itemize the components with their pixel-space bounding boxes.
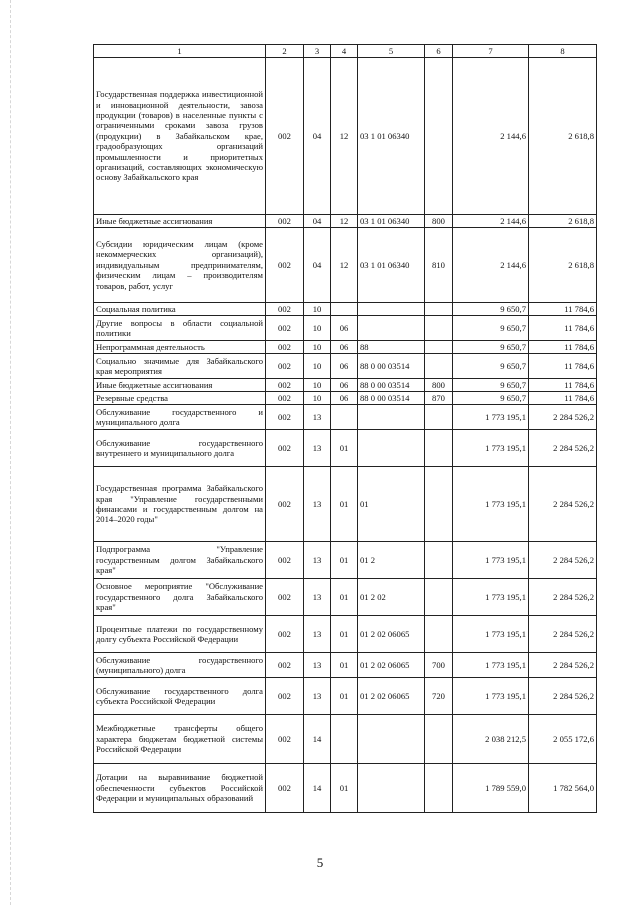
amount-col7-cell: 1 773 195,1 [453, 430, 529, 467]
expense-type-cell [425, 405, 453, 430]
row-name-cell: Социальная политика [94, 303, 266, 316]
target-article-cell: 88 0 00 03514 [358, 379, 425, 392]
expense-type-cell: 800 [425, 215, 453, 228]
amount-col8-cell: 2 618,8 [529, 228, 597, 303]
amount-col8-cell: 2 284 526,2 [529, 467, 597, 542]
target-article-cell: 88 0 00 03514 [358, 392, 425, 405]
section-code-cell: 10 [304, 316, 331, 341]
target-article-cell: 88 [358, 341, 425, 354]
row-name-cell: Социально значимые для Забайкальского края мероприятия [94, 354, 266, 379]
subsection-code-cell: 06 [331, 379, 358, 392]
expense-type-cell: 700 [425, 653, 453, 678]
section-code-cell: 14 [304, 764, 331, 813]
table-row [94, 228, 597, 303]
table-header-row [94, 45, 597, 58]
header-cell: 2 [266, 45, 304, 58]
target-article-cell [358, 316, 425, 341]
row-name-cell: Обслуживание государственного долга субъекта Российской Федерации [94, 678, 266, 715]
amount-col7-cell: 1 773 195,1 [453, 678, 529, 715]
expense-type-cell [425, 341, 453, 354]
ministry-code-cell: 002 [266, 542, 304, 579]
amount-col8-cell: 2 284 526,2 [529, 542, 597, 579]
section-code-cell: 10 [304, 379, 331, 392]
amount-col7-cell: 9 650,7 [453, 341, 529, 354]
row-name-cell: Иные бюджетные ассигнования [94, 379, 266, 392]
amount-col8-cell: 11 784,6 [529, 316, 597, 341]
table-row [94, 430, 597, 467]
amount-col7-cell: 2 038 212,5 [453, 715, 529, 764]
amount-col7-cell: 1 773 195,1 [453, 579, 529, 616]
page-number: 5 [316, 855, 324, 870]
section-code-cell: 10 [304, 354, 331, 379]
subsection-code-cell [331, 303, 358, 316]
section-code-cell: 04 [304, 58, 331, 215]
header-cell: 1 [94, 45, 266, 58]
expense-type-cell [425, 303, 453, 316]
amount-col7-cell: 9 650,7 [453, 354, 529, 379]
table-row [94, 405, 597, 430]
expense-type-cell [425, 354, 453, 379]
ministry-code-cell: 002 [266, 678, 304, 715]
ministry-code-cell: 002 [266, 616, 304, 653]
section-code-cell: 13 [304, 405, 331, 430]
ministry-code-cell: 002 [266, 392, 304, 405]
table-row [94, 764, 597, 813]
section-code-cell: 13 [304, 467, 331, 542]
ministry-code-cell: 002 [266, 379, 304, 392]
table-row [94, 678, 597, 715]
table-row [94, 58, 597, 215]
expense-type-cell [425, 715, 453, 764]
section-code-cell: 10 [304, 303, 331, 316]
table-row [94, 715, 597, 764]
header-cell: 7 [453, 45, 529, 58]
amount-col7-cell: 2 144,6 [453, 215, 529, 228]
ministry-code-cell: 002 [266, 58, 304, 215]
table-row [94, 316, 597, 341]
budget-table [93, 44, 597, 813]
expense-type-cell [425, 430, 453, 467]
row-name-cell: Субсидии юридическим лицам (кроме некоммерческих организаций), индивидуальным предпринимателям, физическим лицам – производителям товаров, работ, услуг [94, 228, 266, 303]
section-code-cell: 13 [304, 653, 331, 678]
table-row [94, 354, 597, 379]
amount-col7-cell: 1 773 195,1 [453, 405, 529, 430]
section-code-cell: 13 [304, 430, 331, 467]
subsection-code-cell: 01 [331, 764, 358, 813]
amount-col8-cell: 11 784,6 [529, 392, 597, 405]
amount-col7-cell: 1 773 195,1 [453, 467, 529, 542]
table-row [94, 303, 597, 316]
ministry-code-cell: 002 [266, 303, 304, 316]
target-article-cell: 01 2 [358, 542, 425, 579]
header-cell: 8 [529, 45, 597, 58]
subsection-code-cell: 01 [331, 616, 358, 653]
row-name-cell: Государственная поддержка инвестиционной и инновационной деятельности, завоза продукции (товаров) в населенные пункты с ограниченными сроками завоза грузов (продукции) в Забайкальском крае, градообразующих организаций промышленности и приоритетных организаций, составляющих экономическую основу Забайкальского края [94, 58, 266, 215]
table-row [94, 579, 597, 616]
subsection-code-cell: 06 [331, 354, 358, 379]
amount-col7-cell: 9 650,7 [453, 303, 529, 316]
table-row [94, 341, 597, 354]
subsection-code-cell: 06 [331, 341, 358, 354]
ministry-code-cell: 002 [266, 405, 304, 430]
row-name-cell: Обслуживание государственного (муниципального) долга [94, 653, 266, 678]
ministry-code-cell: 002 [266, 341, 304, 354]
section-code-cell: 04 [304, 215, 331, 228]
amount-col8-cell: 2 284 526,2 [529, 678, 597, 715]
target-article-cell [358, 405, 425, 430]
target-article-cell: 01 2 02 [358, 579, 425, 616]
subsection-code-cell: 01 [331, 678, 358, 715]
amount-col7-cell: 1 773 195,1 [453, 653, 529, 678]
ministry-code-cell: 002 [266, 653, 304, 678]
amount-col7-cell: 9 650,7 [453, 379, 529, 392]
section-code-cell: 10 [304, 392, 331, 405]
expense-type-cell [425, 764, 453, 813]
table-row [94, 542, 597, 579]
amount-col7-cell: 9 650,7 [453, 392, 529, 405]
target-article-cell [358, 430, 425, 467]
row-name-cell: Подпрограмма "Управление государственным долгом Забайкальского края" [94, 542, 266, 579]
amount-col8-cell: 2 284 526,2 [529, 653, 597, 678]
header-cell: 3 [304, 45, 331, 58]
target-article-cell [358, 764, 425, 813]
target-article-cell: 03 1 01 06340 [358, 215, 425, 228]
table-row [94, 379, 597, 392]
amount-col7-cell: 2 144,6 [453, 58, 529, 215]
expense-type-cell [425, 316, 453, 341]
ministry-code-cell: 002 [266, 354, 304, 379]
section-code-cell: 13 [304, 579, 331, 616]
row-name-cell: Процентные платежи по государственному долгу субъекта Российской Федерации [94, 616, 266, 653]
expense-type-cell [425, 58, 453, 215]
ministry-code-cell: 002 [266, 316, 304, 341]
header-cell: 4 [331, 45, 358, 58]
section-code-cell: 13 [304, 678, 331, 715]
target-article-cell [358, 303, 425, 316]
subsection-code-cell: 06 [331, 392, 358, 405]
table-row [94, 392, 597, 405]
ministry-code-cell: 002 [266, 764, 304, 813]
amount-col8-cell: 1 782 564,0 [529, 764, 597, 813]
expense-type-cell [425, 467, 453, 542]
amount-col8-cell: 2 618,8 [529, 58, 597, 215]
expense-type-cell: 720 [425, 678, 453, 715]
table-row [94, 467, 597, 542]
ministry-code-cell: 002 [266, 228, 304, 303]
row-name-cell: Основное мероприятие "Обслуживание государственного долга Забайкальского края" [94, 579, 266, 616]
subsection-code-cell: 12 [331, 215, 358, 228]
row-name-cell: Резервные средства [94, 392, 266, 405]
target-article-cell: 01 2 02 06065 [358, 616, 425, 653]
row-name-cell: Иные бюджетные ассигнования [94, 215, 266, 228]
row-name-cell: Дотации на выравнивание бюджетной обеспеченности субъектов Российской Федерации и муниципальных образований [94, 764, 266, 813]
expense-type-cell [425, 616, 453, 653]
expense-type-cell [425, 542, 453, 579]
subsection-code-cell [331, 715, 358, 764]
target-article-cell: 01 2 02 06065 [358, 678, 425, 715]
target-article-cell: 01 2 02 06065 [358, 653, 425, 678]
target-article-cell: 01 [358, 467, 425, 542]
expense-type-cell: 870 [425, 392, 453, 405]
amount-col8-cell: 2 618,8 [529, 215, 597, 228]
subsection-code-cell: 12 [331, 58, 358, 215]
row-name-cell: Обслуживание государственного и муниципального долга [94, 405, 266, 430]
target-article-cell [358, 715, 425, 764]
section-code-cell: 14 [304, 715, 331, 764]
amount-col7-cell: 9 650,7 [453, 316, 529, 341]
amount-col8-cell: 11 784,6 [529, 354, 597, 379]
section-code-cell: 04 [304, 228, 331, 303]
expense-type-cell: 800 [425, 379, 453, 392]
expense-type-cell: 810 [425, 228, 453, 303]
subsection-code-cell: 06 [331, 316, 358, 341]
amount-col8-cell: 11 784,6 [529, 379, 597, 392]
target-article-cell: 03 1 01 06340 [358, 228, 425, 303]
subsection-code-cell: 12 [331, 228, 358, 303]
expense-type-cell [425, 579, 453, 616]
header-cell: 6 [425, 45, 453, 58]
row-name-cell: Межбюджетные трансферты общего характера бюджетам бюджетной системы Российской Федерации [94, 715, 266, 764]
row-name-cell: Обслуживание государственного внутреннего и муниципального долга [94, 430, 266, 467]
ministry-code-cell: 002 [266, 430, 304, 467]
row-name-cell: Другие вопросы в области социальной политики [94, 316, 266, 341]
amount-col7-cell: 2 144,6 [453, 228, 529, 303]
amount-col7-cell: 1 789 559,0 [453, 764, 529, 813]
row-name-cell: Непрограммная деятельность [94, 341, 266, 354]
amount-col8-cell: 2 055 172,6 [529, 715, 597, 764]
subsection-code-cell: 01 [331, 542, 358, 579]
ministry-code-cell: 002 [266, 467, 304, 542]
row-name-cell: Государственная программа Забайкальского края "Управление государственными финансами и государственным долгом на 2014–2020 годы" [94, 467, 266, 542]
amount-col8-cell: 2 284 526,2 [529, 616, 597, 653]
table-row [94, 616, 597, 653]
amount-col8-cell: 2 284 526,2 [529, 430, 597, 467]
amount-col8-cell: 11 784,6 [529, 303, 597, 316]
target-article-cell: 88 0 00 03514 [358, 354, 425, 379]
header-cell: 5 [358, 45, 425, 58]
amount-col8-cell: 2 284 526,2 [529, 579, 597, 616]
scan-edge-line [10, 0, 12, 905]
table-row [94, 653, 597, 678]
table-row [94, 215, 597, 228]
subsection-code-cell: 01 [331, 653, 358, 678]
amount-col8-cell: 11 784,6 [529, 341, 597, 354]
ministry-code-cell: 002 [266, 715, 304, 764]
subsection-code-cell: 01 [331, 579, 358, 616]
ministry-code-cell: 002 [266, 579, 304, 616]
amount-col7-cell: 1 773 195,1 [453, 616, 529, 653]
target-article-cell: 03 1 01 06340 [358, 58, 425, 215]
section-code-cell: 13 [304, 542, 331, 579]
subsection-code-cell: 01 [331, 467, 358, 542]
section-code-cell: 10 [304, 341, 331, 354]
ministry-code-cell: 002 [266, 215, 304, 228]
subsection-code-cell [331, 405, 358, 430]
section-code-cell: 13 [304, 616, 331, 653]
subsection-code-cell: 01 [331, 430, 358, 467]
amount-col8-cell: 2 284 526,2 [529, 405, 597, 430]
amount-col7-cell: 1 773 195,1 [453, 542, 529, 579]
